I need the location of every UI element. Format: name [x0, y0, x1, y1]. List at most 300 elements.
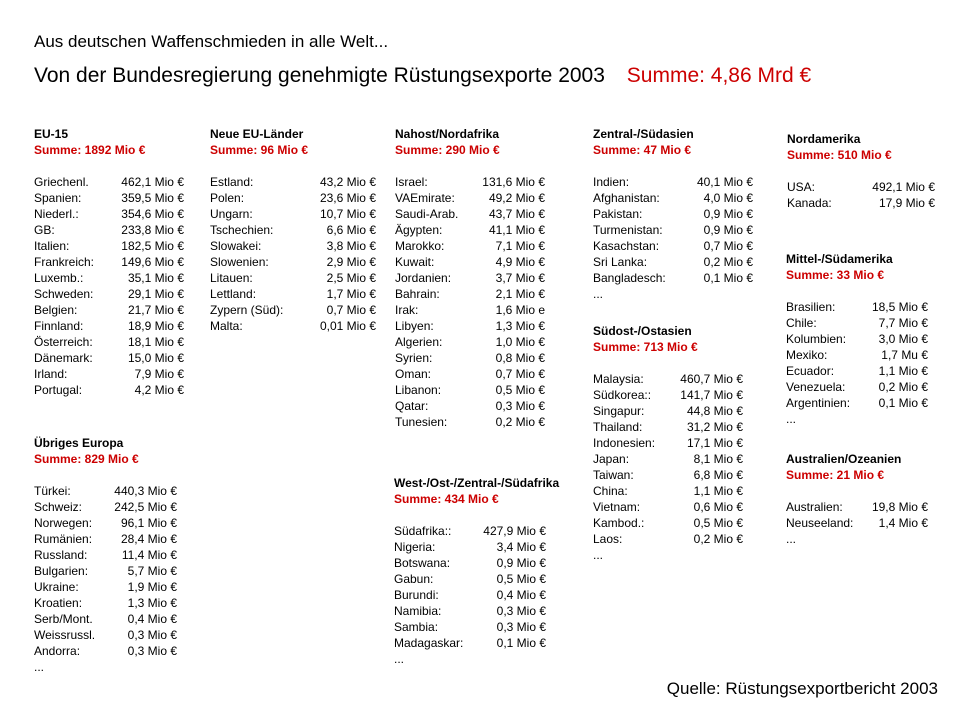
table-row: [593, 403, 743, 419]
country-name: Turmenistan:: [593, 223, 663, 237]
region-sum: Summe: 21 Mio €: [786, 468, 885, 482]
table-row: [34, 499, 177, 515]
export-value: 19,8 Mio €: [871, 500, 928, 514]
export-value: 18,1 Mio €: [127, 335, 184, 349]
country-name: Kroatien:: [34, 596, 83, 610]
country-name: Indonesien:: [593, 436, 656, 450]
country-name: Ägypten:: [395, 223, 443, 237]
table-row: [394, 587, 546, 603]
table-row: [210, 270, 376, 286]
region-sum: Summe: 713 Mio €: [593, 340, 698, 354]
country-name: Israel:: [395, 175, 428, 189]
export-value: 0,9 Mio €: [496, 556, 546, 570]
country-name: Libanon:: [395, 383, 442, 397]
table-row: [34, 627, 177, 643]
table-row: [34, 222, 184, 238]
table-row: [395, 206, 545, 222]
country-name: Kanada:: [787, 196, 832, 210]
export-value: 11,4 Mio €: [121, 548, 177, 562]
table-row: [34, 643, 177, 659]
export-value: 6,6 Mio €: [326, 223, 376, 237]
table-row: [593, 174, 753, 190]
table-row: [593, 483, 743, 499]
country-name: Kolumbien:: [786, 332, 847, 346]
country-name: Finnland:: [34, 319, 84, 333]
country-name: Andorra:: [34, 644, 81, 658]
country-name: Griechenl.: [34, 175, 89, 189]
export-value: 0,5 Mio €: [693, 516, 743, 530]
export-value: 149,6 Mio €: [121, 255, 184, 269]
export-value: 17,1 Mio €: [686, 436, 743, 450]
export-value: 28,4 Mio €: [120, 532, 177, 546]
table-row: [593, 435, 743, 451]
table-row: [34, 334, 184, 350]
region-eu15: [34, 126, 184, 398]
country-name: Österreich:: [34, 335, 93, 349]
table-row: [34, 190, 184, 206]
country-name: Oman:: [395, 367, 432, 381]
country-name: Bangladesch:: [593, 271, 666, 285]
region-nahost-nordafrika: [395, 126, 545, 430]
country-name: Indien:: [593, 175, 630, 189]
country-name: Türkei:: [34, 484, 71, 498]
table-row: [395, 382, 545, 398]
table-row: [34, 286, 184, 302]
export-value: 10,7 Mio €: [319, 207, 376, 221]
export-value: 4,9 Mio €: [495, 255, 545, 269]
export-value: 440,3 Mio €: [114, 484, 177, 498]
region-uebriges-europa: [34, 435, 177, 675]
country-name: Slowenien:: [210, 255, 269, 269]
export-value: 0,2 Mio €: [703, 255, 753, 269]
region-sum: Summe: 434 Mio €: [394, 492, 499, 506]
source-note: Quelle: Rüstungsexportbericht 2003: [666, 679, 938, 698]
table-row: [210, 206, 376, 222]
country-name: Vietnam:: [593, 500, 641, 514]
country-name: Norwegen:: [34, 516, 93, 530]
region-title: Mittel-/Südamerika: [786, 252, 893, 266]
table-row: [395, 190, 545, 206]
country-name: Weissrussl.: [34, 628, 96, 642]
country-name: Italien:: [34, 239, 70, 253]
table-row: [395, 366, 545, 382]
table-row: [593, 499, 743, 515]
country-name: Kambod.:: [593, 516, 645, 530]
export-value: 233,8 Mio €: [121, 223, 184, 237]
table-row: [395, 334, 545, 350]
table-row: [593, 467, 743, 483]
export-value: 29,1 Mio €: [127, 287, 184, 301]
region-sum: Summe: 33 Mio €: [786, 268, 885, 282]
table-row: [593, 238, 753, 254]
country-name: Ecuador:: [786, 364, 835, 378]
export-value: 7,7 Mio €: [878, 316, 928, 330]
country-name: Spanien:: [34, 191, 82, 205]
table-row: [210, 254, 376, 270]
table-row: [787, 195, 935, 211]
export-value: 18,9 Mio €: [127, 319, 184, 333]
table-row: [34, 611, 177, 627]
table-row: [786, 331, 928, 347]
country-name: Thailand:: [593, 420, 643, 434]
more-indicator: ...: [394, 652, 405, 666]
country-name: USA:: [787, 180, 816, 194]
page-title: [34, 64, 811, 88]
region-afrika: [394, 475, 560, 667]
country-name: Litauen:: [210, 271, 253, 285]
country-name: Ungarn:: [210, 207, 253, 221]
country-name: Russland:: [34, 548, 88, 562]
table-row: [34, 366, 184, 382]
export-value: 0,1 Mio €: [878, 396, 928, 410]
table-row: [395, 398, 545, 414]
export-value: 0,5 Mio €: [495, 383, 545, 397]
export-value: 1,0 Mio €: [495, 335, 545, 349]
country-name: Serb/Mont.: [34, 612, 93, 626]
table-row: [34, 238, 184, 254]
more-indicator: ...: [34, 660, 45, 674]
country-name: Australien:: [786, 500, 843, 514]
country-name: Lettland:: [210, 287, 257, 301]
export-value: 0,8 Mio €: [495, 351, 545, 365]
country-name: Bahrain:: [395, 287, 440, 301]
export-value: 21,7 Mio €: [127, 303, 184, 317]
more-indicator: ...: [593, 548, 604, 562]
region-suedost-ostasien: [593, 323, 743, 563]
region-australien-ozeanien: [786, 451, 928, 547]
country-name: Tschechien:: [210, 223, 274, 237]
country-name: Nigeria:: [394, 540, 436, 554]
country-name: Irland:: [34, 367, 68, 381]
export-value: 3,4 Mio €: [496, 540, 546, 554]
export-value: 0,2 Mio €: [693, 532, 743, 546]
more-indicator: ...: [593, 287, 604, 301]
country-name: Brasilien:: [786, 300, 836, 314]
export-value: 0,4 Mio €: [496, 588, 546, 602]
export-value: 35,1 Mio €: [127, 271, 184, 285]
region-zentral-suedasien: [593, 126, 753, 302]
table-row: [786, 395, 928, 411]
country-name: Südafrika::: [394, 524, 452, 538]
table-row: [394, 619, 546, 635]
export-value: 427,9 Mio €: [483, 524, 546, 538]
table-row: [786, 363, 928, 379]
region-title: Neue EU-Länder: [210, 127, 304, 141]
country-name: Slowakei:: [210, 239, 262, 253]
export-value: 1,1 Mio €: [878, 364, 928, 378]
country-name: Niederl.:: [34, 207, 79, 221]
country-name: Venezuela:: [786, 380, 846, 394]
export-value: 354,6 Mio €: [121, 207, 184, 221]
export-value: 3,8 Mio €: [326, 239, 376, 253]
export-value: 41,1 Mio €: [488, 223, 545, 237]
country-name: Mexiko:: [786, 348, 828, 362]
country-name: Malta:: [210, 319, 243, 333]
export-value: 242,5 Mio €: [114, 500, 177, 514]
country-name: Bulgarien:: [34, 564, 89, 578]
export-value: 5,7 Mio €: [127, 564, 177, 578]
country-name: Libyen:: [395, 319, 434, 333]
export-value: 0,3 Mio €: [495, 399, 545, 413]
export-value: 4,2 Mio €: [134, 383, 184, 397]
country-name: Botswana:: [394, 556, 451, 570]
country-name: Chile:: [786, 316, 817, 330]
table-row: [394, 555, 546, 571]
country-name: Gabun:: [394, 572, 434, 586]
export-value: 0,1 Mio €: [496, 636, 546, 650]
table-row: [786, 299, 928, 315]
country-name: Sri Lanka:: [593, 255, 648, 269]
export-value: 0,7 Mio €: [703, 239, 753, 253]
region-sum: Summe: 1892 Mio €: [34, 143, 146, 157]
export-value: 2,9 Mio €: [326, 255, 376, 269]
table-row: [34, 206, 184, 222]
export-value: 1,1 Mio €: [693, 484, 743, 498]
table-row: [786, 499, 928, 515]
table-row: [210, 302, 376, 318]
export-value: 0,9 Mio €: [703, 207, 753, 221]
export-value: 7,1 Mio €: [495, 239, 545, 253]
export-value: 0,7 Mio €: [326, 303, 376, 317]
table-row: [395, 222, 545, 238]
table-row: [34, 483, 177, 499]
table-row: [786, 315, 928, 331]
country-name: Namibia:: [394, 604, 442, 618]
country-name: Marokko:: [395, 239, 445, 253]
table-row: [394, 603, 546, 619]
export-value: 141,7 Mio €: [680, 388, 743, 402]
region-sum: Summe: 290 Mio €: [395, 143, 500, 157]
country-name: VAEmirate:: [395, 191, 455, 205]
country-name: Neuseeland:: [786, 516, 854, 530]
export-value: 1,4 Mio €: [878, 516, 928, 530]
country-name: Algerien:: [395, 335, 443, 349]
table-row: [394, 539, 546, 555]
export-value: 23,6 Mio €: [319, 191, 376, 205]
region-sum: Summe: 829 Mio €: [34, 452, 139, 466]
region-title: West-/Ost-/Zentral-/Südafrika: [394, 476, 560, 490]
region-title: Zentral-/Südasien: [593, 127, 694, 141]
country-name: Zypern (Süd):: [210, 303, 284, 317]
table-row: [786, 347, 928, 363]
region-title: EU-15: [34, 127, 69, 141]
table-row: [394, 635, 546, 651]
country-name: Singapur:: [593, 404, 645, 418]
table-row: [786, 379, 928, 395]
table-row: [395, 270, 545, 286]
country-name: Jordanien:: [395, 271, 452, 285]
country-name: Argentinien:: [786, 396, 851, 410]
table-row: [395, 238, 545, 254]
table-row: [210, 190, 376, 206]
export-value: 0,4 Mio €: [127, 612, 177, 626]
country-name: Kuwait:: [395, 255, 435, 269]
table-row: [395, 318, 545, 334]
export-value: 492,1 Mio €: [872, 180, 935, 194]
table-row: [395, 174, 545, 190]
title-text: Von der Bundesregierung genehmigte Rüstungsexporte 2003: [34, 64, 605, 87]
region-sum: Summe: 510 Mio €: [787, 148, 892, 162]
export-value: 1,3 Mio €: [495, 319, 545, 333]
country-name: Taiwan:: [593, 468, 634, 482]
table-row: [34, 547, 177, 563]
country-name: Afghanistan:: [593, 191, 660, 205]
export-value: 0,2 Mio €: [495, 415, 545, 429]
region-title: Übriges Europa: [34, 436, 124, 450]
export-value: 15,0 Mio €: [127, 351, 184, 365]
table-row: [395, 254, 545, 270]
country-name: Qatar:: [395, 399, 429, 413]
export-value: 18,5 Mio €: [871, 300, 928, 314]
country-name: Rumänien:: [34, 532, 93, 546]
export-value: 0,1 Mio €: [703, 271, 753, 285]
country-name: Sambia:: [394, 620, 439, 634]
region-mittel-suedamerika: [786, 251, 928, 427]
country-name: Dänemark:: [34, 351, 93, 365]
country-name: GB:: [34, 223, 55, 237]
table-row: [34, 270, 184, 286]
table-row: [593, 190, 753, 206]
export-value: 96,1 Mio €: [120, 516, 177, 530]
country-name: Malaysia:: [593, 372, 644, 386]
country-name: Syrien:: [395, 351, 433, 365]
export-value: 1,9 Mio €: [127, 580, 177, 594]
country-name: Südkorea::: [593, 388, 652, 402]
country-name: Polen:: [210, 191, 245, 205]
table-row: [786, 515, 928, 531]
export-value: 2,5 Mio €: [326, 271, 376, 285]
table-row: [593, 531, 743, 547]
export-value: 1,6 Mio e: [495, 303, 545, 317]
export-value: 3,0 Mio €: [878, 332, 928, 346]
table-row: [395, 350, 545, 366]
table-row: [34, 531, 177, 547]
country-name: Tunesien:: [395, 415, 448, 429]
export-value: 8,1 Mio €: [693, 452, 743, 466]
export-value: 0,3 Mio €: [496, 604, 546, 618]
table-row: [210, 174, 376, 190]
country-name: Japan:: [593, 452, 630, 466]
country-name: Laos:: [593, 532, 623, 546]
table-row: [593, 371, 743, 387]
country-name: Madagaskar:: [394, 636, 464, 650]
country-name: Portugal:: [34, 383, 83, 397]
export-value: 17,9 Mio €: [878, 196, 935, 210]
table-row: [210, 222, 376, 238]
table-row: [34, 515, 177, 531]
export-value: 43,2 Mio €: [319, 175, 376, 189]
country-name: Frankreich:: [34, 255, 95, 269]
country-name: Kasachstan:: [593, 239, 660, 253]
export-value: 1,7 Mio €: [326, 287, 376, 301]
country-name: Burundi:: [394, 588, 439, 602]
page-subtitle: Aus deutschen Waffenschmieden in alle Welt...: [34, 32, 389, 51]
export-value: 462,1 Mio €: [121, 175, 184, 189]
country-name: Irak:: [395, 303, 419, 317]
table-row: [395, 286, 545, 302]
country-name: Ukraine:: [34, 580, 79, 594]
table-row: [34, 174, 184, 190]
export-value: 31,2 Mio €: [686, 420, 743, 434]
table-row: [34, 595, 177, 611]
table-row: [34, 382, 184, 398]
export-value: 1,7 Mu €: [881, 348, 928, 362]
export-value: 131,6 Mio €: [482, 175, 545, 189]
table-row: [787, 179, 935, 195]
export-value: 0,01 Mio €: [319, 319, 376, 333]
export-value: 4,0 Mio €: [703, 191, 753, 205]
region-title: Nordamerika: [787, 132, 861, 146]
export-value: 3,7 Mio €: [495, 271, 545, 285]
table-row: [593, 270, 753, 286]
export-value: 6,8 Mio €: [693, 468, 743, 482]
more-indicator: ...: [786, 412, 797, 426]
export-value: 40,1 Mio €: [696, 175, 753, 189]
table-row: [34, 318, 184, 334]
export-value: 182,5 Mio €: [121, 239, 184, 253]
country-name: Schweden:: [34, 287, 94, 301]
country-name: Estland:: [210, 175, 254, 189]
region-title: Australien/Ozeanien: [786, 452, 902, 466]
table-row: [34, 563, 177, 579]
country-name: Schweiz:: [34, 500, 83, 514]
table-row: [394, 571, 546, 587]
table-row: [34, 254, 184, 270]
table-row: [593, 419, 743, 435]
export-value: 2,1 Mio €: [495, 287, 545, 301]
table-row: [394, 523, 546, 539]
export-value: 0,3 Mio €: [127, 644, 177, 658]
more-indicator: ...: [786, 532, 797, 546]
table-row: [593, 515, 743, 531]
country-name: Belgien:: [34, 303, 78, 317]
export-value: 460,7 Mio €: [680, 372, 743, 386]
table-row: [593, 206, 753, 222]
country-name: Saudi-Arab.: [395, 207, 459, 221]
export-value: 44,8 Mio €: [686, 404, 743, 418]
export-value: 359,5 Mio €: [121, 191, 184, 205]
total-sum: Summe: 4,86 Mrd €: [626, 64, 812, 87]
export-value: 7,9 Mio €: [134, 367, 184, 381]
export-value: 0,3 Mio €: [496, 620, 546, 634]
table-row: [34, 350, 184, 366]
table-row: [593, 222, 753, 238]
export-value: 0,5 Mio €: [496, 572, 546, 586]
export-value: 0,7 Mio €: [495, 367, 545, 381]
table-row: [34, 579, 177, 595]
table-row: [593, 387, 743, 403]
table-row: [210, 286, 376, 302]
table-row: [395, 414, 545, 430]
export-value: 1,3 Mio €: [127, 596, 177, 610]
table-row: [210, 238, 376, 254]
table-row: [593, 254, 753, 270]
export-value: 0,3 Mio €: [127, 628, 177, 642]
country-name: Luxemb.:: [34, 271, 84, 285]
region-sum: Summe: 47 Mio €: [593, 143, 692, 157]
table-row: [34, 302, 184, 318]
table-row: [395, 302, 545, 318]
region-title: Südost-/Ostasien: [593, 324, 692, 338]
export-value: 0,6 Mio €: [693, 500, 743, 514]
region-neue-eu-laender: [210, 126, 376, 334]
region-sum: Summe: 96 Mio €: [210, 143, 309, 157]
region-nordamerika: [787, 131, 935, 211]
table-row: [593, 451, 743, 467]
export-value: 49,2 Mio €: [488, 191, 545, 205]
region-title: Nahost/Nordafrika: [395, 127, 500, 141]
export-value: 43,7 Mio €: [488, 207, 545, 221]
